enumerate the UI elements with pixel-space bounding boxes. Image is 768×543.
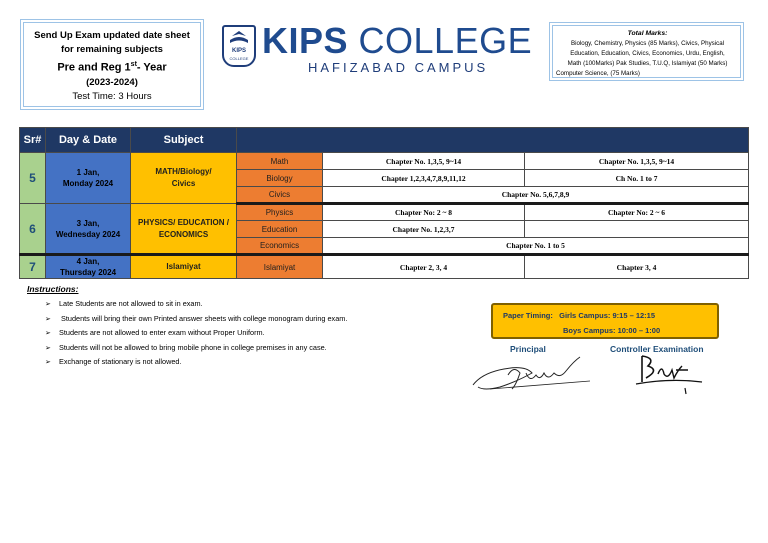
- principal-signature-icon: [470, 351, 600, 401]
- instructions-title: Instructions:: [27, 284, 79, 294]
- row-subject: [131, 204, 237, 255]
- date-sheet-table: [19, 127, 749, 279]
- table-row: [20, 153, 749, 170]
- kips-logo-icon: [222, 25, 256, 67]
- class-prefix: Pre and Reg 1: [57, 61, 131, 74]
- list-item: [45, 312, 347, 327]
- instruction-text: Students will bring their own Printed answer sheets with college monogram during exam.: [59, 313, 348, 323]
- row-day-date: [46, 255, 131, 279]
- college-name-bold: KIPS: [262, 20, 349, 61]
- info-line-1: Send Up Exam updated date sheet: [34, 30, 190, 41]
- syllabus-cell: Chapter No: 2 ~ 6: [525, 204, 749, 221]
- sub-subject: Physics: [237, 204, 323, 221]
- total-marks-title: Total Marks:: [627, 30, 668, 37]
- total-marks-line-3: Math (100Marks) Pak Studies, T.U.Q, Islamiyat (50 Marks): [567, 60, 728, 67]
- test-time: Test Time: 3 Hours: [72, 90, 152, 102]
- sub-subject: Islamiyat: [237, 255, 323, 279]
- boys-timing: Boys Campus: 10:00 – 1:00: [563, 326, 661, 335]
- row-subject: [131, 153, 237, 204]
- sub-subject: Math: [237, 153, 323, 170]
- table-header-row: [20, 128, 749, 153]
- syllabus-cell: [525, 221, 749, 238]
- syllabus-cell: Chapter 2, 3, 4: [323, 255, 525, 279]
- logo-shield-sub: COLLEGE: [229, 56, 249, 61]
- header-sr: Sr#: [20, 128, 46, 153]
- table-row: [20, 255, 749, 279]
- syllabus-cell-merged: Chapter No. 5,6,7,8,9: [323, 187, 749, 204]
- subject-line-1: PHYSICS/ EDUCATION /: [138, 217, 229, 227]
- total-marks-line-1: Biology, Chemistry, Physics (85 Marks), Civics, Physical: [570, 40, 725, 47]
- syllabus-cell-merged: Chapter No. 1 to 5: [323, 238, 749, 255]
- paper-timing-box: [491, 303, 719, 339]
- list-item: [45, 355, 347, 370]
- sub-subject: Biology: [237, 170, 323, 187]
- subject-line-1: MATH/Biology/: [155, 167, 212, 176]
- arrow-bullet-icon: ➢: [45, 344, 51, 352]
- logo-shield-text: KIPS: [231, 48, 246, 54]
- session: (2023-2024): [86, 76, 138, 88]
- instruction-text: Exchange of stationary is not allowed.: [59, 357, 182, 366]
- row-sr: 5: [20, 153, 46, 204]
- info-class-line: [21, 57, 203, 76]
- subject-line-2: Civics: [171, 179, 196, 188]
- info-line-2: for remaining subjects: [61, 44, 163, 55]
- timing-label: Paper Timing:: [503, 311, 553, 320]
- header-subject: Subject: [131, 128, 237, 153]
- campus-name: HAFIZABAD CAMPUS: [308, 60, 489, 75]
- list-item: [45, 326, 347, 341]
- principal-label: Principal: [510, 344, 546, 354]
- syllabus-cell: Chapter No: 2 ~ 8: [323, 204, 525, 221]
- instruction-text: Students are not allowed to enter exam without Proper Uniform.: [59, 328, 265, 337]
- list-item: [45, 297, 347, 312]
- total-marks-line-4: Computer Science, (75 Marks): [556, 70, 640, 77]
- row-day-date: [46, 204, 131, 255]
- college-name-rest: COLLEGE: [348, 20, 533, 61]
- subject-line-2: ECONOMICS: [158, 229, 209, 239]
- day: 1 Jan,: [76, 168, 100, 177]
- syllabus-cell: Chapter 1,2,3,4,7,8,9,11,12: [323, 170, 525, 187]
- table-row: [20, 204, 749, 221]
- syllabus-cell: Chapter 3, 4: [525, 255, 749, 279]
- controller-label: Controller Examination: [610, 344, 704, 354]
- arrow-bullet-icon: ➢: [45, 330, 51, 337]
- date: Thursday 2024: [59, 268, 117, 277]
- row-day-date: [46, 153, 131, 204]
- exam-info-box: [20, 19, 204, 110]
- instructions-list: [45, 297, 347, 370]
- arrow-bullet-icon: ➢: [45, 315, 51, 323]
- date: Monday 2024: [62, 179, 114, 188]
- total-marks-box: [549, 22, 744, 81]
- syllabus-cell: Chapter No. 1,3,5, 9~14: [525, 153, 749, 170]
- day: 3 Jan,: [76, 218, 100, 228]
- sub-subject: Civics: [237, 187, 323, 204]
- instruction-text: Students will not be allowed to bring mobile phone in college premises in any case.: [59, 342, 327, 352]
- college-name: [262, 20, 532, 62]
- arrow-bullet-icon: ➢: [45, 359, 51, 366]
- controller-signature-icon: [630, 352, 710, 400]
- sub-subject: Economics: [237, 238, 323, 255]
- header-day-date: Day & Date: [46, 128, 131, 153]
- date: Wednesday 2024: [55, 229, 121, 239]
- row-sr: 7: [20, 255, 46, 279]
- day: 4 Jan,: [76, 257, 100, 266]
- class-sup: st: [130, 61, 137, 68]
- list-item: [45, 341, 347, 356]
- header-syllabus: [237, 128, 749, 153]
- instruction-text: Late Students are not allowed to sit in exam.: [59, 299, 203, 308]
- syllabus-cell: Ch No. 1 to 7: [525, 170, 749, 187]
- arrow-bullet-icon: ➢: [45, 301, 51, 308]
- syllabus-cell: Chapter No. 1,2,3,7: [323, 221, 525, 238]
- class-suffix: - Year: [136, 61, 167, 74]
- total-marks-line-2: Education, Education, Civics, Economics, Urdu, English,: [570, 50, 725, 57]
- sub-subject: Education: [237, 221, 323, 238]
- timing-line-1: [503, 311, 655, 320]
- row-sr: 6: [20, 204, 46, 255]
- row-subject: Islamiyat: [131, 255, 237, 279]
- syllabus-cell: Chapter No. 1,3,5, 9~14: [323, 153, 525, 170]
- girls-timing: Girls Campus: 9:15 – 12:15: [559, 311, 656, 320]
